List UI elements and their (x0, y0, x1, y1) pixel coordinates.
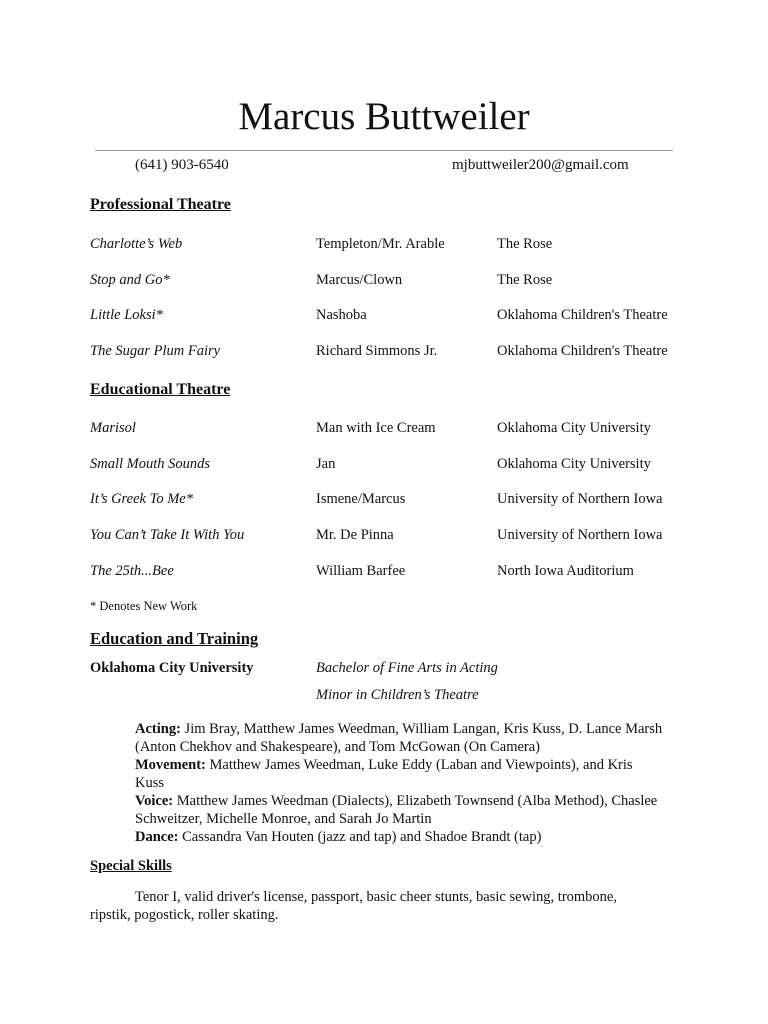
credit-title: The 25th...Bee (90, 563, 174, 579)
training-movement (135, 756, 665, 792)
credit-role: Richard Simmons Jr. (316, 343, 438, 359)
credit-role: Marcus/Clown (316, 272, 403, 288)
phone-number: (641) 903-6540 (135, 157, 229, 173)
credit-role: Man with Ice Cream (316, 420, 436, 436)
degree: Bachelor of Fine Arts in Acting (316, 660, 498, 676)
training-label: Voice: (135, 793, 174, 809)
training-text: Cassandra Van Houten (jazz and tap) and Shadoe Brandt (tap) (178, 829, 542, 845)
school-name: Oklahoma City University (90, 660, 254, 676)
credit-role: Jan (316, 456, 336, 472)
credit-role: Nashoba (316, 307, 367, 323)
training-label: Acting: (135, 721, 181, 737)
credit-role: Mr. De Pinna (316, 527, 394, 543)
credit-role: Ismene/Marcus (316, 491, 406, 507)
credit-title: You Can’t Take It With You (90, 527, 245, 543)
training-label: Dance: (135, 829, 179, 845)
credit-title: Stop and Go* (90, 272, 170, 288)
email-address: mjbuttweiler200@gmail.com (452, 157, 629, 173)
credit-title: Marisol (90, 420, 136, 436)
credit-title: Small Mouth Sounds (90, 456, 211, 472)
credit-venue: The Rose (497, 236, 553, 252)
minor: Minor in Children’s Theatre (316, 687, 479, 703)
special-skills-text: Tenor I, valid driver's license, passport, basic cheer stunts, basic sewing, trombone, ripstik, pogostick, roller skating. (90, 889, 617, 923)
header-divider (95, 150, 673, 151)
credit-venue: Oklahoma City University (497, 456, 651, 472)
training-text: Jim Bray, Matthew James Weedman, William Langan, Kris Kuss, D. Lance Marsh (Anton Chekhov and Shakespeare), and Tom McGowan (On Camera) (135, 721, 663, 755)
training-label: Movement: (135, 757, 206, 773)
educational-theatre-heading: Educational Theatre (90, 381, 231, 398)
credit-role: Templeton/Mr. Arable (316, 236, 445, 252)
new-work-note: * Denotes New Work (90, 599, 198, 613)
resume-name: Marcus Buttweiler (238, 95, 530, 138)
credit-title: Little Loksi* (90, 307, 163, 323)
credit-venue: Oklahoma City University (497, 420, 651, 436)
training-dance (135, 828, 665, 846)
credit-venue: North Iowa Auditorium (497, 563, 634, 579)
professional-theatre-heading: Professional Theatre (90, 196, 231, 213)
credit-role: William Barfee (316, 563, 406, 579)
credit-venue: Oklahoma Children's Theatre (497, 307, 668, 323)
training-acting (135, 720, 665, 756)
education-training-heading: Education and Training (90, 629, 259, 648)
credit-venue: Oklahoma Children's Theatre (497, 343, 668, 359)
credit-title: The Sugar Plum Fairy (90, 343, 221, 359)
training-list (135, 720, 665, 846)
credit-title: It’s Greek To Me* (90, 491, 193, 507)
credit-title: Charlotte’s Web (90, 236, 183, 252)
credit-venue: University of Northern Iowa (497, 527, 663, 543)
credit-venue: The Rose (497, 272, 553, 288)
training-text: Matthew James Weedman, Luke Eddy (Laban and Viewpoints), and Kris Kuss (135, 757, 633, 791)
training-text: Matthew James Weedman (Dialects), Elizabeth Townsend (Alba Method), Chaslee Schweitzer, Michelle Monroe, and Sarah Jo Martin (135, 793, 658, 827)
training-voice (135, 792, 665, 828)
special-skills-heading: Special Skills (90, 858, 172, 874)
credit-venue: University of Northern Iowa (497, 491, 663, 507)
